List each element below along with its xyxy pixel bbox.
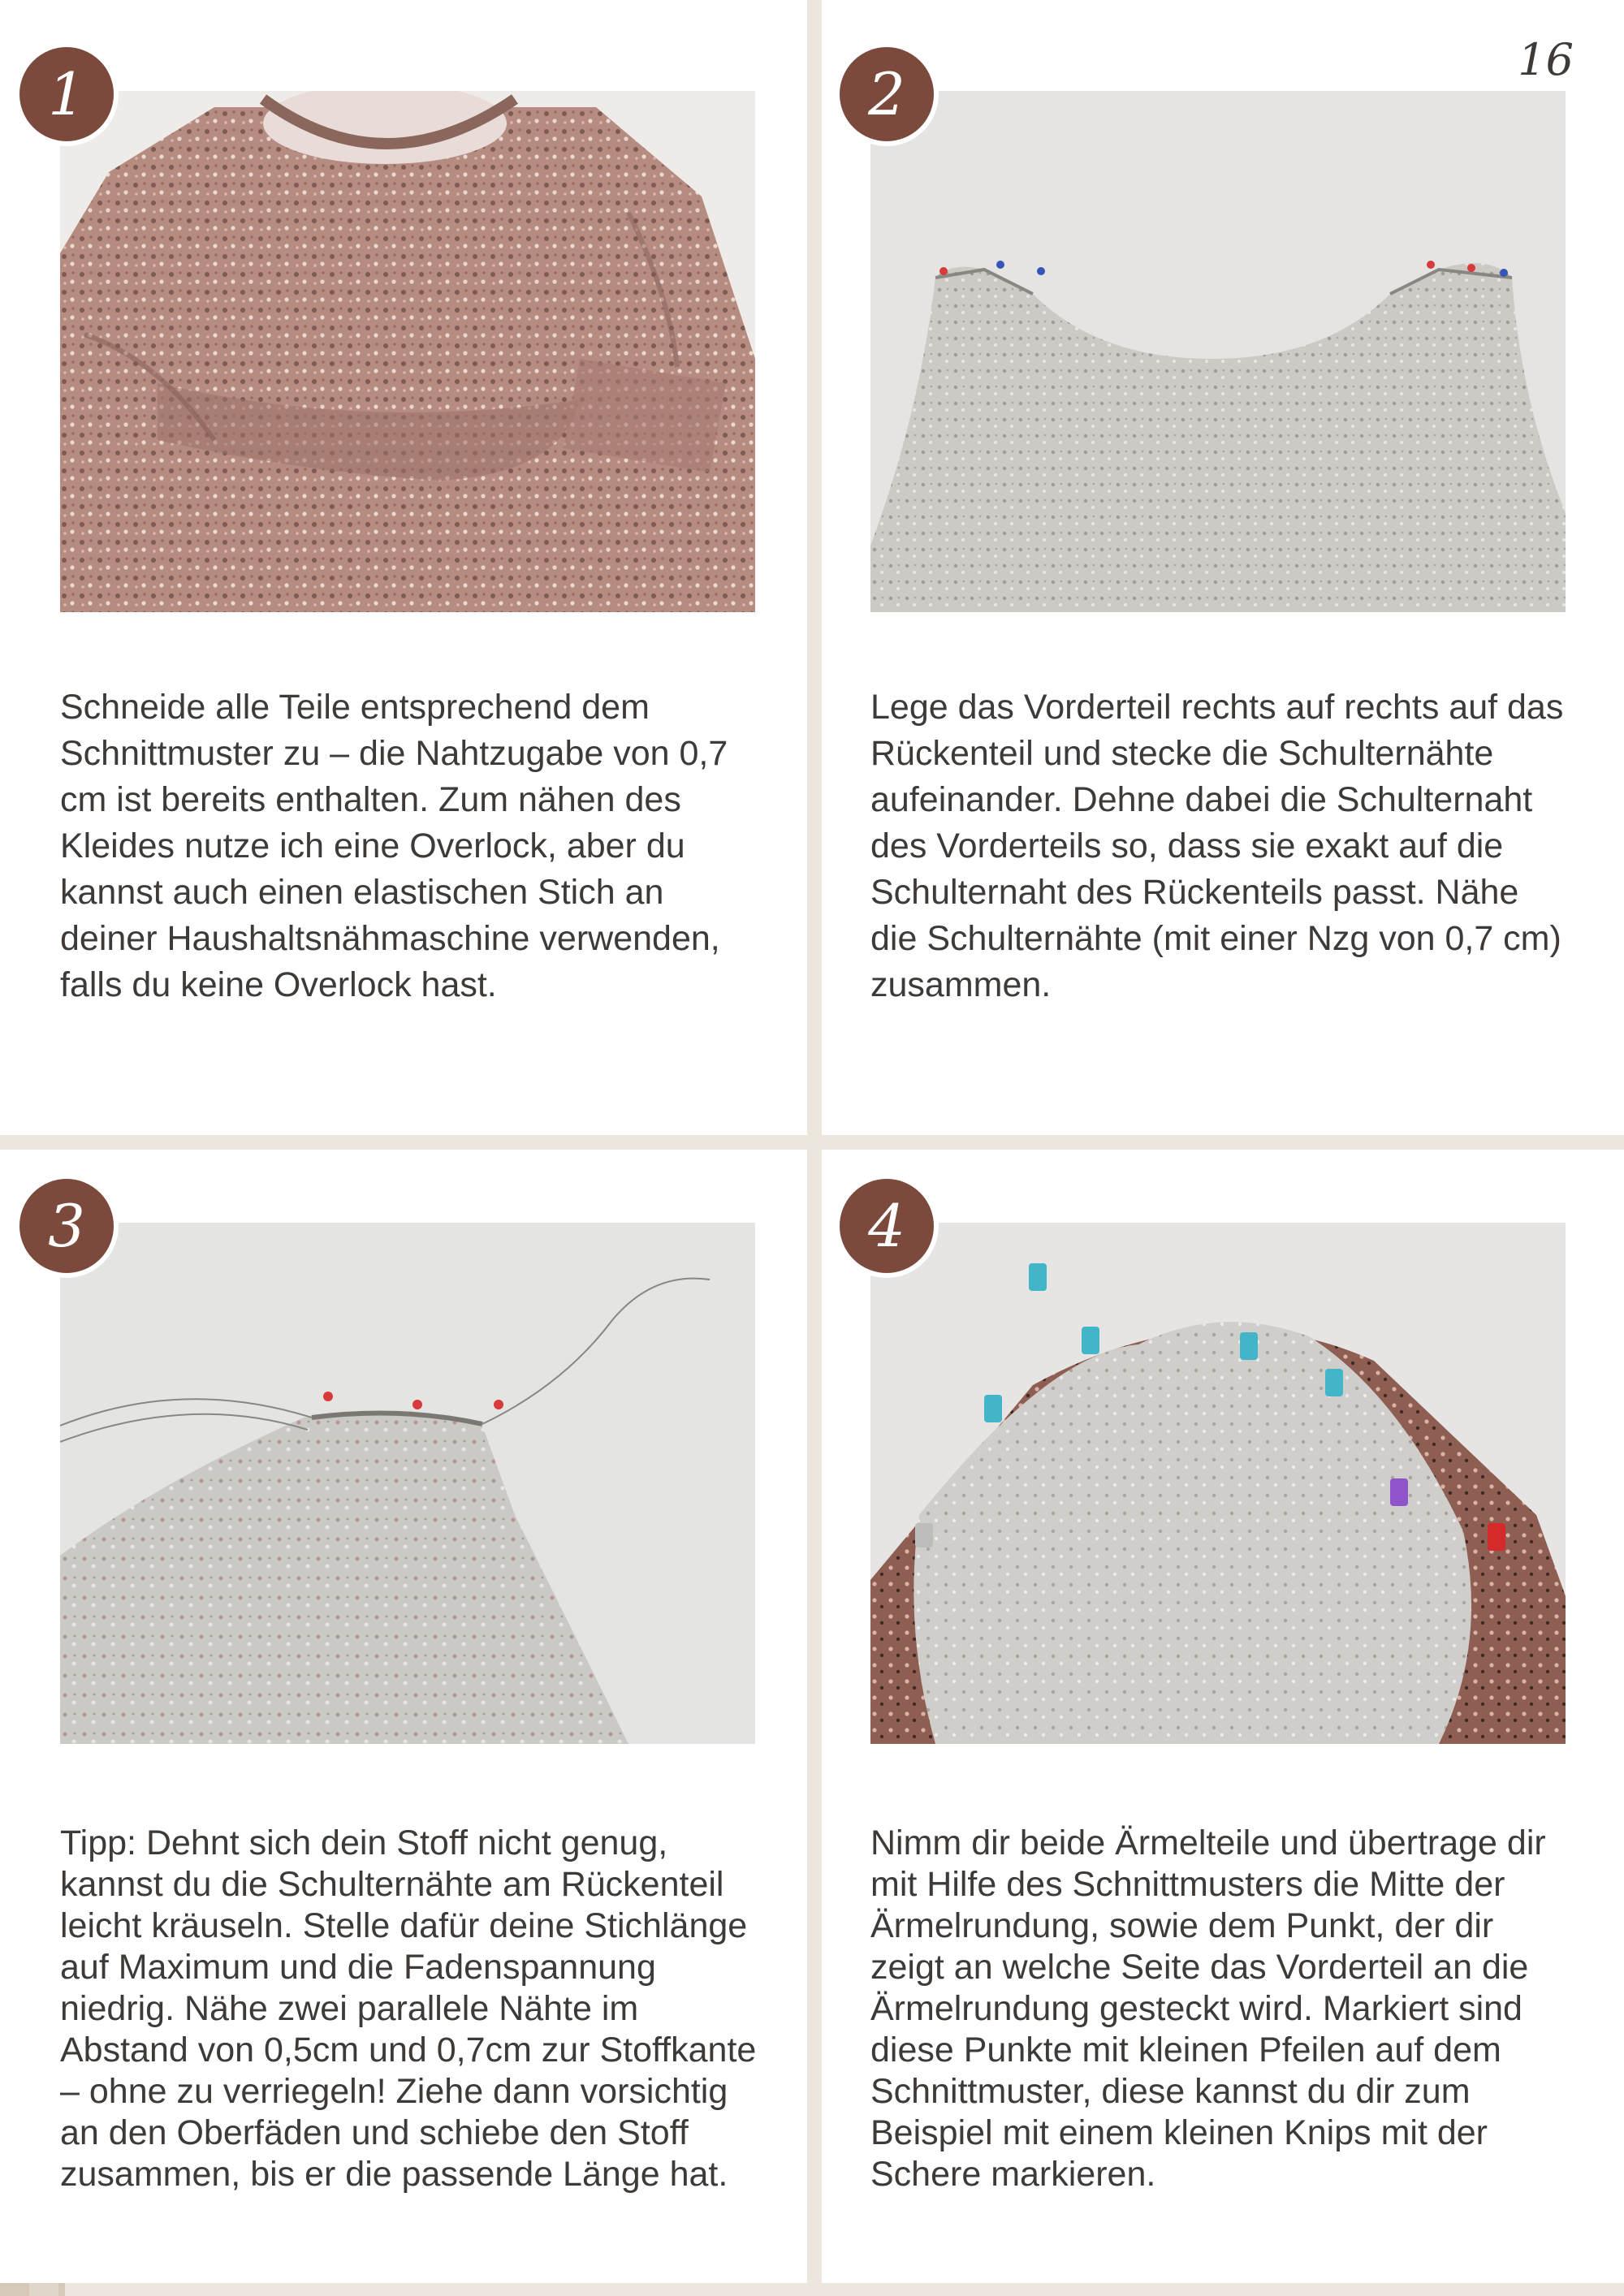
step-2-panel	[822, 0, 1624, 1135]
step-number-badge: 4	[835, 1174, 939, 1278]
step-3-instructions: Tipp: Dehnt sich dein Stoff nicht genug, kannst du die Schulternähte am Rückenteil leicht kräuseln. Stelle dafür deine Stichlänge auf Maximum und die Fadenspannung niedrig. Nähe zwei parallele Nähte im Abstand von 0,5cm und 0,7cm zur Stoffkante – ohne zu verriegeln! Ziehe dann vorsichtig an den Oberfäden und schiebe den Stoff zusammen, bis er die passende Länge hat.	[60, 1823, 757, 2194]
step-4-instructions: Nimm dir beide Ärmelteile und übertrage dir mit Hilfe des Schnittmusters die Mitte der Ärmelrundung, sowie dem Punkt, der dir zeigt an welche Seite das Vorderteil an die Ärmelrundung gesteckt wird. Markiert sind diese Punkte mit kleinen Pfeilen auf dem Schnittmuster, diese kannst du dir zum Beispiel mit einem kleinen Knips mit der Schere markieren.	[870, 1823, 1546, 2194]
step-number-badge: 1	[15, 42, 119, 146]
step-1-instructions: Schneide alle Teile entsprechend dem Schnittmuster zu – die Nahtzugabe von 0,7 cm ist bereits enthalten. Zum nähen des Kleides nutze ich eine Overlock, aber du kannst auch einen elastischen Stich an deiner Haushaltsnähmaschine verwenden, falls du keine Overlock hast.	[60, 688, 728, 1004]
step-1-photo	[60, 91, 755, 612]
step-4-photo	[870, 1223, 1566, 1744]
step-4-panel	[822, 1150, 1624, 2283]
page-number: 16	[1518, 34, 1574, 85]
step-number-badge: 2	[835, 42, 939, 146]
step-2-instructions: Lege das Vorderteil rechts auf rechts auf das Rückenteil und stecke die Schulternähte aufeinander. Dehne dabei die Schulternaht des Vorderteils so, dass sie exakt auf die Schulternaht des Rückenteils passt. Nähe die Schulternähte (mit einer Nzg von 0,7 cm) zusammen.	[870, 688, 1564, 1004]
step-number-badge: 3	[15, 1174, 119, 1278]
step-3-panel	[0, 1150, 807, 2283]
step-3-photo	[60, 1223, 755, 1744]
step-1-panel	[0, 0, 807, 1135]
step-2-photo	[870, 91, 1566, 612]
